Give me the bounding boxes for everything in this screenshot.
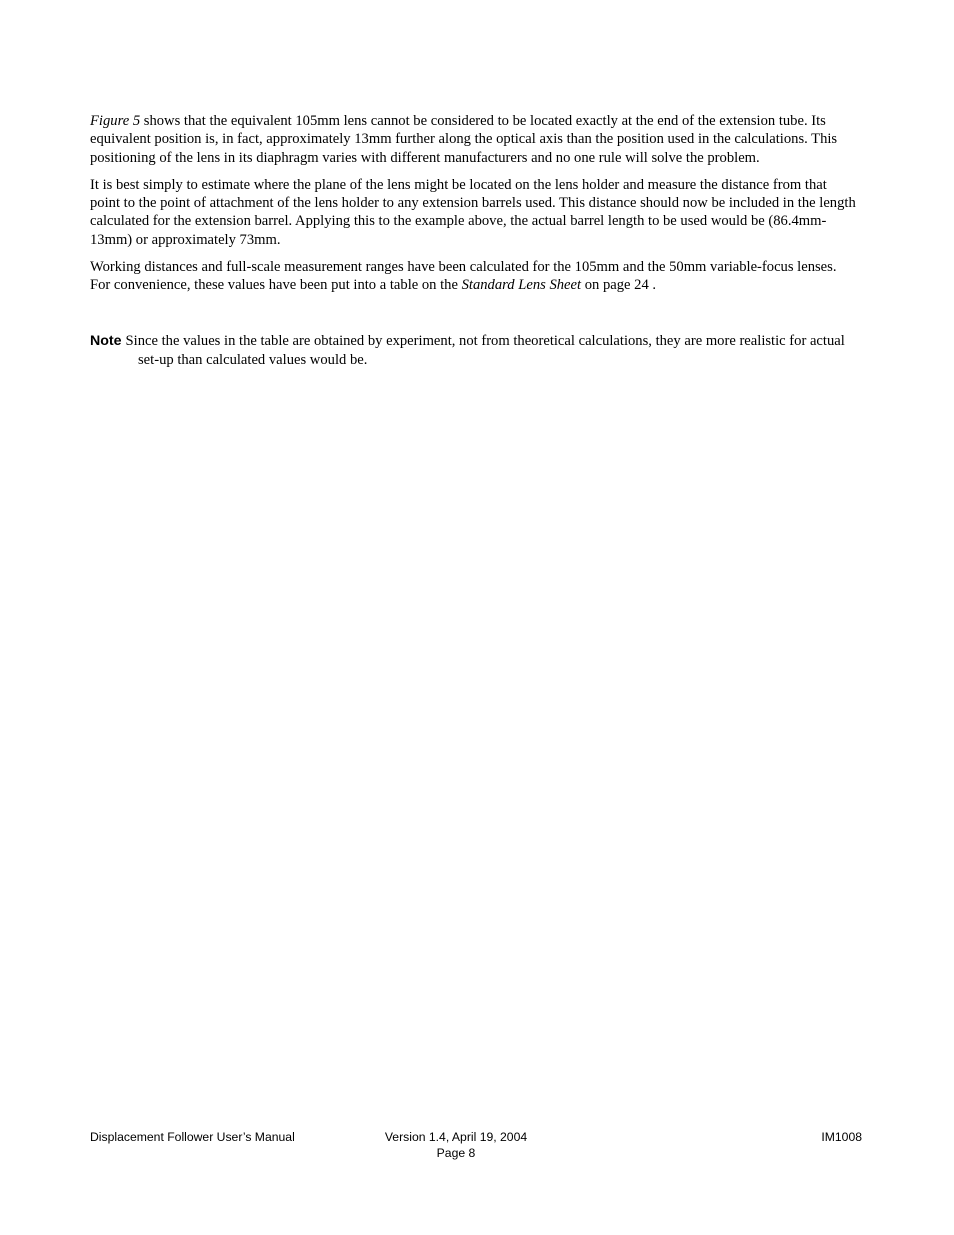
document-body	[90, 112, 858, 369]
paragraph-lens-position	[90, 112, 858, 167]
paragraph-estimate-plane: It is best simply to estimate where the plane of the lens might be located on the lens holder and measure the distance from that point to the point of attachment of the lens holder to any extension barrels used. This distance should now be included in the length calculated for the extension barrel. Applying this to the example above, the actual barrel length to be used would be (86.4mm-13mm) or approximately 73mm.	[90, 176, 856, 248]
figure-reference: Figure 5	[90, 113, 141, 129]
page-footer	[90, 1130, 862, 1166]
lens-sheet-reference: Standard Lens Sheet	[461, 277, 582, 294]
footer-doc-id: IM1008	[821, 1130, 862, 1144]
footer-version-page	[90, 1130, 862, 1161]
footer-manual-title: Displacement Follower User’s Manual	[90, 1130, 295, 1144]
paragraph-text: on page 24 .	[581, 277, 657, 294]
note-label: Note	[90, 333, 122, 350]
paragraph-working-distances	[90, 258, 858, 295]
note-block	[90, 332, 858, 369]
paragraph-text: shows that the equivalent 105mm lens cannot be considered to be located exactly at the end of the extension tube. Its equivalent position is, in fact, approximately 13mm further along the optical axis than the position used in the calculations. This positioning of the lens in its diaphragm varies with different manufacturers and no one rule will solve the problem.	[90, 113, 838, 166]
footer-page-number: Page 8	[436, 1145, 476, 1160]
note-text: Since the values in the table are obtained by experiment, not from theoretical calculations, they are more realistic for actual set-up than calculated values would be.	[125, 333, 845, 368]
footer-version: Version 1.4, April 19, 2004	[384, 1130, 528, 1144]
paragraph-text: Working distances and full-scale measurement ranges have been calculated for the 105mm and the 50mm variable-focus lenses. For convenience, these values have been put into a table on the	[90, 258, 837, 294]
